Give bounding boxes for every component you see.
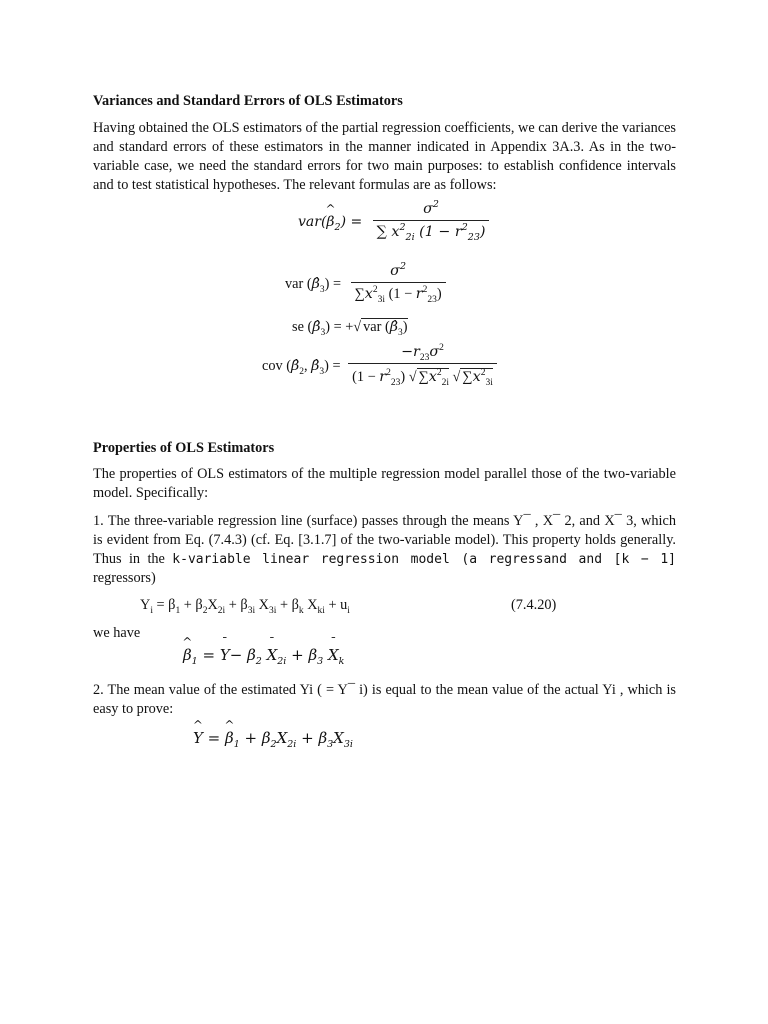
formula-var-beta3: var $(\betâ_3)$ = $\frac{\sigma^2}{\sum x^2_{3i} (1 - r^2_{23})}$	[285, 262, 446, 304]
formula-se-beta3: se $(\betâ_3)$ = +√ var $(\betâ_3)$	[292, 319, 408, 338]
point-1-paragraph	[93, 512, 676, 588]
point-1-tail: regressors)	[93, 570, 156, 586]
intro-paragraph: Having obtained the OLS estimators of the partial regression coefficients, we can derive the variances and standard errors of these estimators in the manner indicated in Appendix 3A.3. As in the two-variable case, we need the standard errors for two main purposes: to establish confidence intervals and to test statistical hypotheses. The relevant formulas are as follows:	[93, 120, 676, 193]
we-have-text: we have	[93, 625, 141, 641]
equation-number: (7.4.20)	[511, 597, 557, 613]
equation-7-4-20: $Y_i = \beta_1 + \beta_2X_{2i} + \beta_{3i}$ $X_{3i} + \beta_k$ $X_{ki} + u_i$	[140, 597, 350, 616]
point-1-text: 1. The three-variable regression line (surface) passes through the means Y¯ , X¯ 2, and X¯ 3, which is evident from Eq. (7.4.3) (cf. Eq. [3.1.7] of the two-variable model). This property holds generally. Thus in the	[93, 513, 676, 567]
beta-equation: ^ $\beta_1$ = ¯ $Y- \beta_2$ ¯ $X_{2i} + \beta_3$ ¯ $X_k$	[182, 635, 345, 667]
properties-paragraph: The properties of OLS estimators of the multiple regression model parallel those of the two-variable model. Specifically:	[93, 466, 676, 501]
point-1-mono-text: k-variable linear regression model (a regressand and [k − 1]	[172, 552, 676, 567]
point-2-paragraph: 2. The mean value of the estimated Yi ( = Y¯ i) is equal to the mean value of the actual Yi , which is easy to prove:	[93, 682, 676, 717]
formula-cov-beta2-beta3: cov ($\betâ_2$, $\betâ_3$) = $\frac{-r_{23}\sigma^2}{(1 - r^2_{23}) √ \sum x^2_{2i} √ \sum x^2_{3i}}$	[262, 343, 497, 387]
formula-var-beta2: var( ^ $\beta_2$) = $\frac{\sigma^2}{\sum x^2_{2i} (1 - r^2_{23})}$	[298, 200, 489, 242]
yhat-equation: ^ Y = ^ $\beta_1 + \beta_2X_{2i} + \beta_3X_{3i}$	[192, 718, 353, 750]
section-heading-variances: Variances and Standard Errors of OLS Estimators	[93, 93, 403, 109]
section-heading-properties: Properties of OLS Estimators	[93, 440, 275, 456]
